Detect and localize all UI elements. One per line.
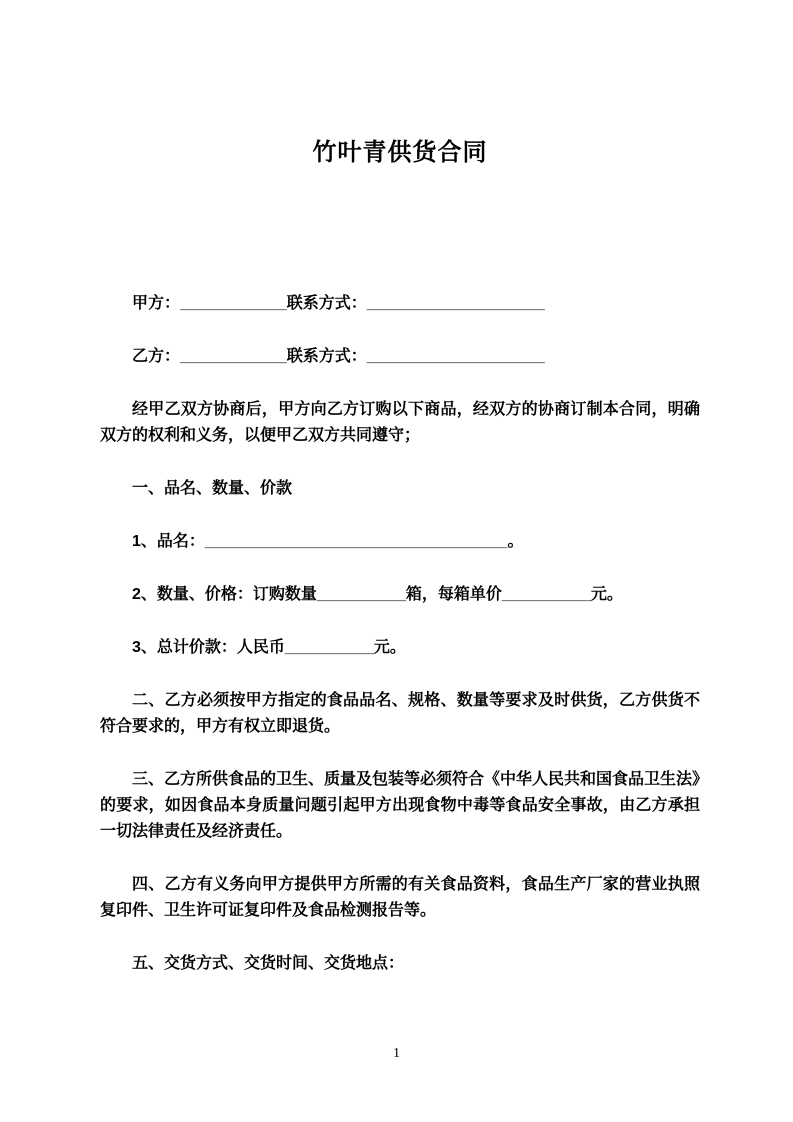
document-title: 竹叶青供货合同 xyxy=(312,139,488,166)
section-2-paragraph: 二、乙方必须按甲方指定的食品品名、规格、数量等要求及时供货，乙方供货不符合要求的，甲方有权立即退货。 xyxy=(100,692,700,735)
section-4-paragraph: 四、乙方有义务向甲方提供甲方所需的有关食品资料，食品生产厂家的营业执照复印件、卫生许可证复印件及食品检测报告等。 xyxy=(100,876,700,919)
section-3-paragraph: 三、乙方所供食品的卫生、质量及包装等必须符合《中华人民共和国食品卫生法》的要求，如因食品本身质量问题引起甲方出现食物中毒等食品安全事故，由乙方承担一切法律责任及经济责任。 xyxy=(100,771,701,840)
item-1-product-name: 1、品名：__________________________________。 xyxy=(132,533,524,550)
intro-paragraph: 经甲乙双方协商后，甲方向乙方订购以下商品，经双方的协商订制本合同，明确双方的权利和义务，以便甲乙双方共同遵守； xyxy=(100,401,700,444)
party-a-line: 甲方：____________联系方式：____________________ xyxy=(132,295,545,312)
section-1-heading: 一、品名、数量、价款 xyxy=(132,480,293,497)
party-b-line: 乙方：____________联系方式：____________________ xyxy=(132,348,545,365)
section-5-heading: 五、交货方式、交货时间、交货地点： xyxy=(132,955,405,972)
page-number: 1 xyxy=(393,1046,400,1061)
item-2-quantity-price: 2、数量、价格：订购数量__________箱，每箱单价__________元。 xyxy=(132,586,623,603)
item-3-total-price: 3、总计价款：人民币__________元。 xyxy=(132,639,406,656)
